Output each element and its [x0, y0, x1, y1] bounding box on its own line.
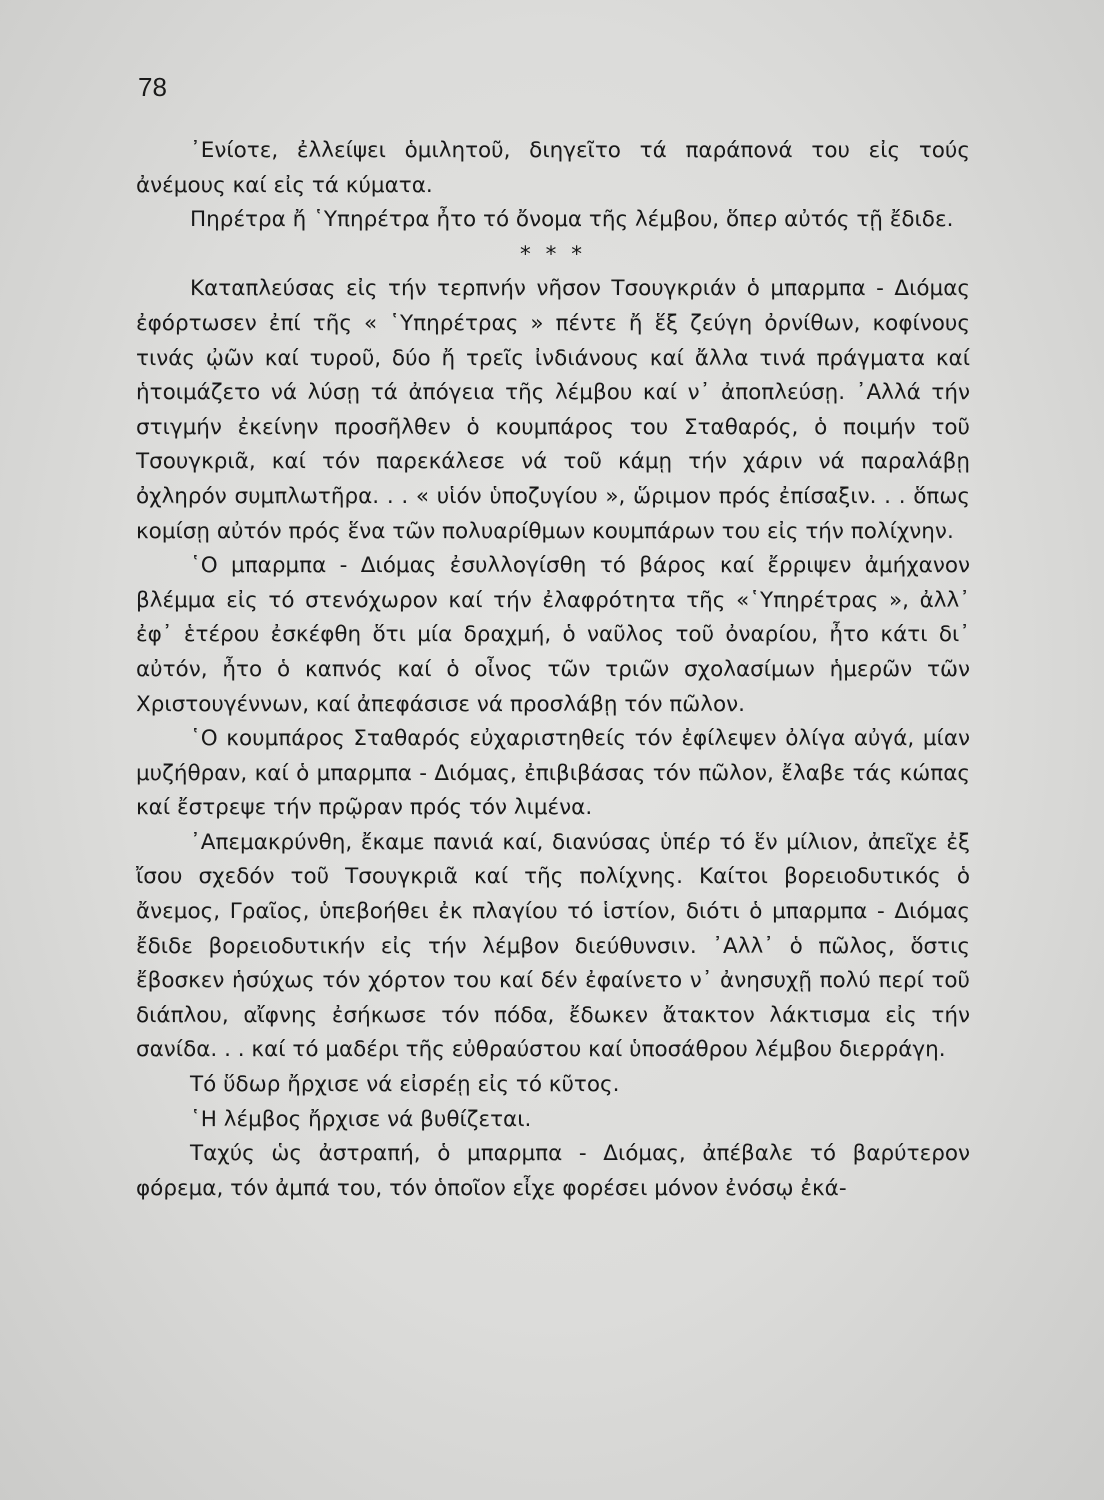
paragraph: Τό ὕδωρ ἤρχισε νά εἰσρέῃ εἰς τό κῦτος.	[190, 1072, 620, 1098]
page-number: 78	[138, 72, 167, 102]
section-separator: * * *	[520, 241, 586, 267]
paragraph: Ταχύς ὡς ἀστραπή, ὁ μπαρμπα - Διόμας, ἀπέβαλε τό βαρύτερον φόρεμα, τόν ἀμπά του, τόν ὁποῖον εἶχε φορέσει μόνον ἐνόσῳ ἐκά-	[136, 1141, 970, 1201]
paragraph: Καταπλεύσας εἰς τήν τερπνήν νῆσον Τσουγκριάν ὁ μπαρμπα - Διόμας ἐφόρτωσεν ἐπί τῆς « ῾Υπηρέτρας » πέντε ἤ ἕξ ζεύγη ὀρνίθων, κοφίνους τινάς ᾠῶν καί τυροῦ, δύο ἤ τρεῖς ἰνδιάνους καί ἄλλα τινά πράγματα καί ἡτοιμάζετο νά λύσῃ τά ἀπόγεια τῆς λέμβου καί ν᾿ ἀποπλεύσῃ. ᾿Αλλά τήν στιγμήν ἐκείνην προσῆλθεν ὁ κουμπάρος του Σταθαρός, ὁ ποιμήν τοῦ Τσουγκριᾶ, καί τόν παρεκάλεσε νά τοῦ κάμῃ τήν χάριν νά παραλάβῃ ὀχληρόν συμπλωτῆρα. . . « υἱόν ὑποζυγίου », ὥριμον πρός ἐπίσαξιν. . . ὅπως κομίσῃ αὐτόν πρός ἕνα τῶν πολυαρίθμων κουμπάρων του εἰς τήν πολίχνην.	[136, 276, 970, 544]
paragraph: ῾Ο μπαρμπα - Διόμας ἐσυλλογίσθη τό βάρος καί ἔρριψεν ἀμήχανον βλέμμα εἰς τό στενόχωρον καί τήν ἐλαφρότητα τῆς «῾Υπηρέτρας », ἀλλ᾿ ἐφ᾿ ἑτέρου ἐσκέφθη ὅτι μία δραχμή, ὁ ναῦλος τοῦ ὀναρίου, ἦτο κάτι δι᾿ αὐτόν, ἦτο ὁ καπνός καί ὁ οἶνος τῶν τριῶν σχολασίμων ἡμερῶν τῶν Χριστουγέννων, καί ἀπεφάσισε νά προσλάβῃ τόν πῶλον.	[136, 553, 970, 717]
paragraph: Πηρέτρα ἤ ῾Υπηρέτρα ἦτο τό ὄνομα τῆς λέμβου, ὅπερ αὐτός τῇ ἔδιδε.	[190, 207, 954, 233]
paragraph: ῾Η λέμβος ἤρχισε νά βυθίζεται.	[190, 1106, 532, 1132]
body-text	[136, 134, 970, 1206]
paragraph: ᾿Απεμακρύνθη, ἔκαμε πανιά καί, διανύσας ὑπέρ τό ἕν μίλιον, ἀπεῖχε ἐξ ἴσου σχεδόν τοῦ Τσουγκριᾶ καί τῆς πολίχνης. Καίτοι βορειοδυτικός ὁ ἄνεμος, Γραῖος, ὑπεβοήθει ἐκ πλαγίου τό ἱστίον, διότι ὁ μπαρμπα - Διόμας ἔδιδε βορειοδυτικήν εἰς τήν λέμβον διεύθυνσιν. ᾿Αλλ᾿ ὁ πῶλος, ὅστις ἔβοσκεν ἡσύχως τόν χόρτον του καί δέν ἐφαίνετο ν᾿ ἀνησυχῇ πολύ περί τοῦ διάπλου, αἴφνης ἐσήκωσε τόν πόδα, ἔδωκεν ἄτακτον λάκτισμα εἰς τήν σανίδα. . . καί τό μαδέρι τῆς εὐθραύστου καί ὑποσάθρου λέμβου διερράγη.	[136, 829, 970, 1063]
paragraph: ᾿Ενίοτε, ἐλλείψει ὁμιλητοῦ, διηγεῖτο τά παράπονά του εἰς τούς ἀνέμους καί εἰς τά κύματα.	[136, 138, 970, 198]
paragraph: ῾Ο κουμπάρος Σταθαρός εὐχαριστηθείς τόν ἐφίλεψεν ὀλίγα αὐγά, μίαν μυζήθραν, καί ὁ μπαρμπα - Διόμας, ἐπιβιβάσας τόν πῶλον, ἔλαβε τάς κώπας καί ἔστρεψε τήν πρῷραν πρός τόν λιμένα.	[136, 726, 970, 821]
